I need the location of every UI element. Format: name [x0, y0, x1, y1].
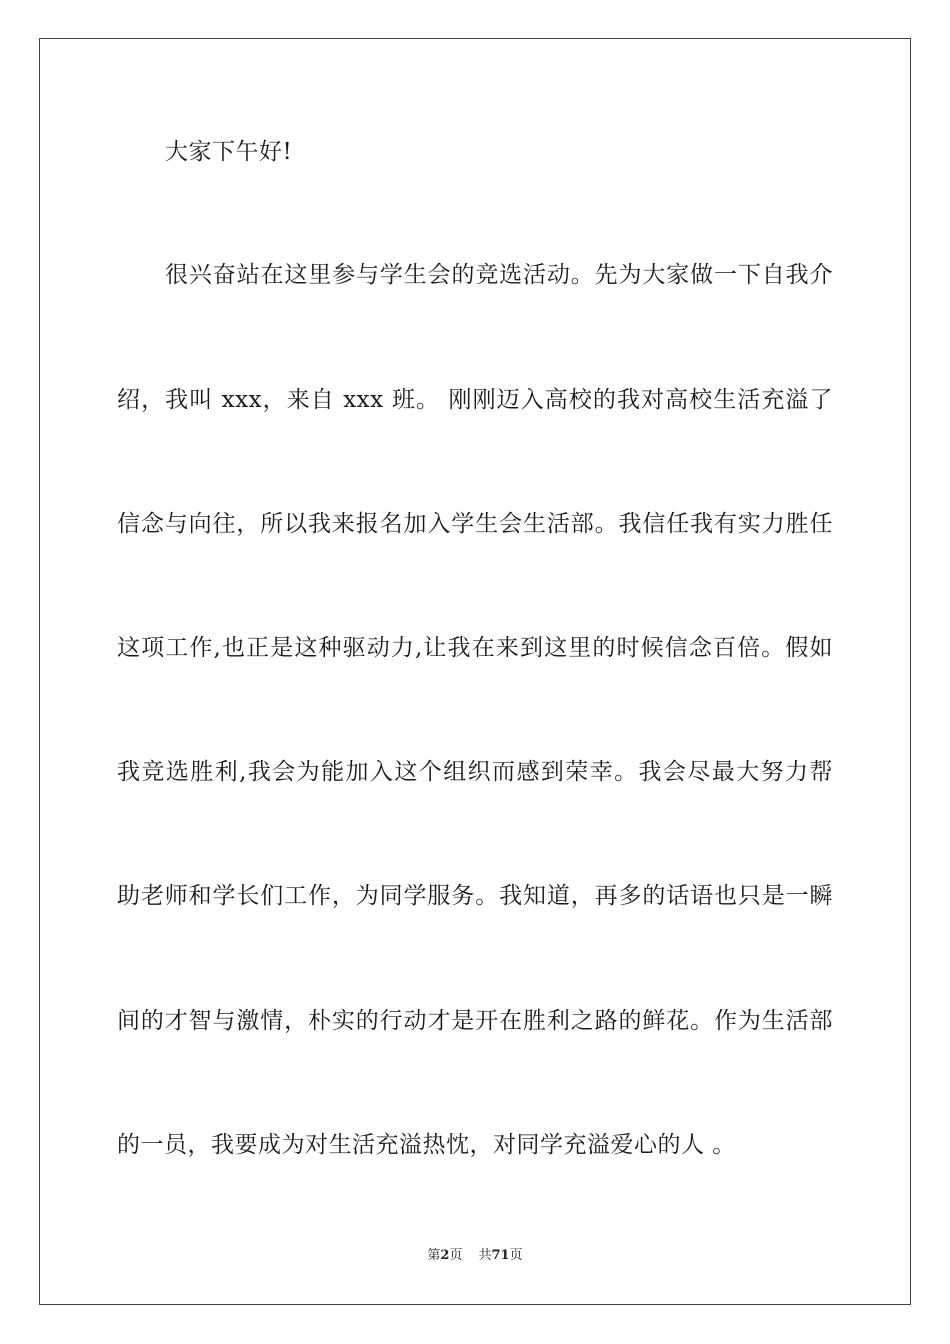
paragraph-line-6: 助老师和学长们工作，为同学服务。我知道，再多的话语也只是一瞬 [117, 883, 833, 909]
greeting-line: 大家下午好! [165, 139, 293, 165]
page-suffix: 页 [449, 1248, 463, 1263]
page-prefix: 第 [427, 1248, 441, 1263]
total-suffix: 页 [509, 1248, 523, 1263]
page-footer [0, 1247, 950, 1265]
total-pages: 71 [491, 1248, 510, 1263]
page-number: 2 [440, 1248, 450, 1263]
page-border [39, 38, 911, 1305]
paragraph-line-7: 间的才智与激情，朴实的行动才是开在胜利之路的鲜花。作为生活部 [117, 1008, 833, 1034]
paragraph-line-1: 很兴奋站在这里参与学生会的竞选活动。先为大家做一下自我介 [165, 262, 833, 288]
paragraph-line-3: 信念与向往，所以我来报名加入学生会生活部。我信任我有实力胜任 [117, 511, 833, 537]
paragraph-line-5: 我竞选胜利,我会为能加入这个组织而感到荣幸。我会尽最大努力帮 [117, 759, 833, 785]
paragraph-line-4: 这项工作,也正是这种驱动力,让我在来到这里的时候信念百倍。假如 [117, 635, 833, 661]
paragraph-line-8: 的一员，我要成为对生活充溢热忱，对同学充溢爱心的人 。 [117, 1132, 736, 1158]
total-prefix: 共 [478, 1248, 492, 1263]
paragraph-line-2: 绍，我叫 xxx，来自 xxx 班。 刚刚迈入高校的我对高校生活充溢了 [117, 387, 833, 413]
